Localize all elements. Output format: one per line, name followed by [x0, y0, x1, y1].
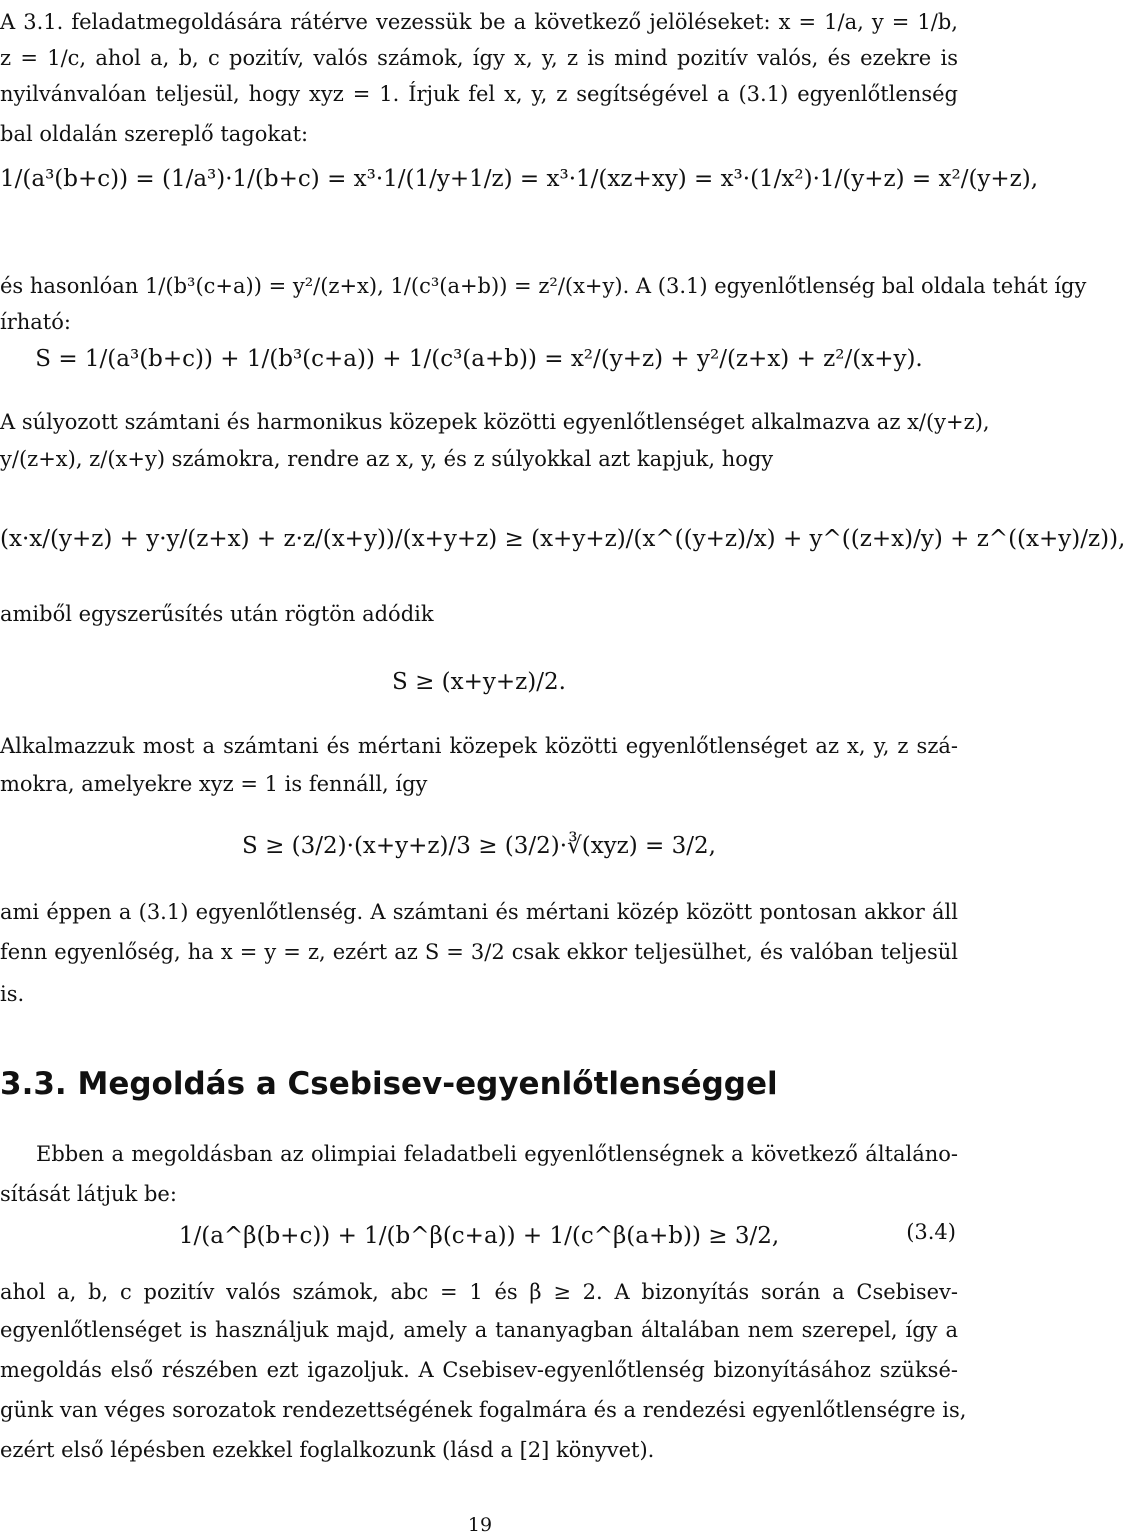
equation-6: 1/(a^β(b+c)) + 1/(b^β(c+a)) + 1/(c^β(a+b)) ≥ 3/2,	[178, 1223, 780, 1249]
paragraph-line: és hasonlóan 1/(b³(c+a)) = y²/(z+x), 1/(c³(a+b)) = z²/(x+y). A (3.1) egyenlőtlenség bal oldala tehát így	[0, 274, 1087, 298]
paragraph-line: z = 1/c, ahol a, b, c pozitív, valós számok, így x, y, z is mind pozitív valós, és ezekre is	[0, 46, 958, 70]
paragraph-line: y/(z+x), z/(x+y) számokra, rendre az x, y, és z súlyokkal azt kapjuk, hogy	[0, 447, 774, 471]
equation-4: S ≥ (x+y+z)/2.	[392, 669, 566, 695]
paragraph-line: Ebben a megoldásban az olimpiai feladatbeli egyenlőtlenségnek a következő általáno-	[36, 1142, 958, 1166]
equation-2: S = 1/(a³(b+c)) + 1/(b³(c+a)) + 1/(c³(a+b)) = x²/(y+z) + y²/(z+x) + z²/(x+y).	[35, 346, 923, 372]
paragraph-line: sítását látjuk be:	[0, 1182, 177, 1206]
paragraph-line: amiből egyszerűsítés után rögtön adódik	[0, 602, 434, 626]
equation-3: (x·x/(y+z) + y·y/(z+x) + z·z/(x+y))/(x+y+z) ≥ (x+y+z)/(x^((y+z)/x) + y^((z+x)/y) + z^((x+y)/z)),	[0, 526, 1125, 552]
paragraph-line: ami éppen a (3.1) egyenlőtlenség. A számtani és mértani közép között pontosan akkor áll	[0, 900, 958, 924]
paragraph-line: megoldás első részében ezt igazoljuk. A Csebisev-egyenlőtlenség bizonyításához szüksé-	[0, 1358, 958, 1382]
page-number: 19	[467, 1514, 493, 1536]
paragraph-line: nyilvánvalóan teljesül, hogy xyz = 1. Írjuk fel x, y, z segítségével a (3.1) egyenlőtlenség	[0, 82, 958, 106]
paragraph-line: fenn egyenlőség, ha x = y = z, ezért az S = 3/2 csak ekkor teljesülhet, és valóban teljesül	[0, 940, 958, 964]
equation-5: S ≥ (3/2)·(x+y+z)/3 ≥ (3/2)·∛(xyz) = 3/2,	[242, 833, 716, 859]
paragraph-line: A 3.1. feladatmegoldására rátérve vezessük be a következő jelöléseket: x = 1/a, y = 1/b,	[0, 10, 958, 34]
paragraph-line: ezért első lépésben ezekkel foglalkozunk (lásd a [2] könyvet).	[0, 1438, 655, 1462]
paragraph-line: Alkalmazzuk most a számtani és mértani közepek közötti egyenlőtlenséget az x, y, z szá-	[0, 734, 958, 758]
paragraph-line: günk van véges sorozatok rendezettségének fogalmára és a rendezési egyenlőtlenségre is,	[0, 1398, 967, 1422]
paragraph-line: egyenlőtlenséget is használjuk majd, amely a tananyagban általában nem szerepel, így a	[0, 1318, 958, 1342]
equation-number: (3.4)	[906, 1220, 956, 1244]
paragraph-line: is.	[0, 982, 25, 1006]
paragraph-line: mokra, amelyekre xyz = 1 is fennáll, így	[0, 772, 428, 796]
paragraph-line: A súlyozott számtani és harmonikus közepek közötti egyenlőtlenséget alkalmazva az x/(y+z),	[0, 410, 990, 434]
paragraph-line: bal oldalán szereplő tagokat:	[0, 122, 309, 146]
section-heading: 3.3. Megoldás a Csebisev-egyenlőtlenséggel	[0, 1066, 778, 1102]
paragraph-line: írható:	[0, 310, 71, 334]
equation-1: 1/(a³(b+c)) = (1/a³)·1/(b+c) = x³·1/(1/y+1/z) = x³·1/(xz+xy) = x³·(1/x²)·1/(y+z) = x²/(y+z),	[0, 166, 1039, 192]
paragraph-line: ahol a, b, c pozitív valós számok, abc = 1 és β ≥ 2. A bizonyítás során a Csebisev-	[0, 1280, 958, 1304]
